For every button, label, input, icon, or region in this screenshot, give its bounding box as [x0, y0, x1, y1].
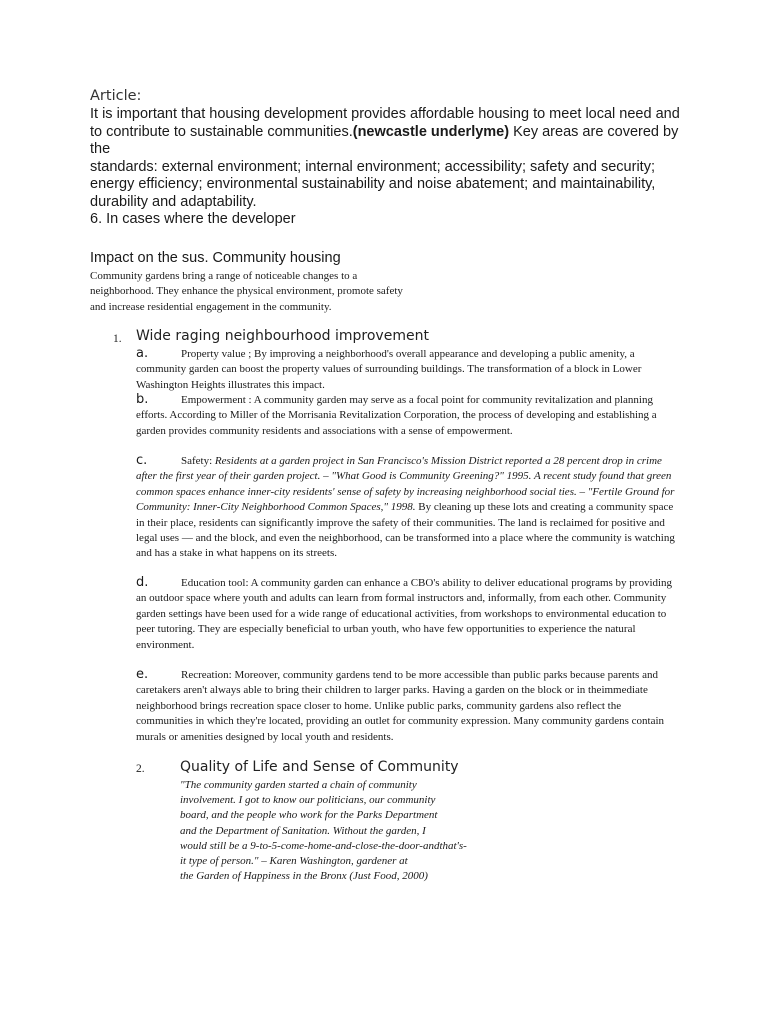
washington-quote	[180, 778, 540, 884]
item-c-lead: Safety:	[181, 455, 215, 467]
intro-para1-end: Key areas are covered by the	[90, 123, 679, 157]
intro-para1-bold: (newcastle underlyme)	[352, 123, 510, 140]
list-marker-b: b.	[136, 392, 149, 407]
item-c-text: By cleaning up these lots and creating a community space in their place, residents can significantly improve the safety of their communities. The land is reclaimed for positive and legal uses — and the block, and even the neighborhood, can be transformed into a place where the community is watching and has a stake in what happens on its streets.	[136, 501, 675, 560]
list-item-e	[136, 668, 676, 745]
list-marker-c: c.	[136, 453, 148, 468]
list-item-d	[136, 576, 676, 653]
section-2-number: 2.	[136, 763, 145, 775]
item-e-text: Recreation: Moreover, community gardens tend to be more accessible than public parks because parents and caretakers aren't always able to bring their children to larger parks. Having a garden on the block or in theimmediate neighborhood brings recreation space closer to home. Unlike public parks, community gardens also reflect the communities in which they're located, providing an outlet for community expression. Many community gardens contain murals or amenities designed by local youth and residents.	[136, 669, 665, 743]
quote-line: it type of person." – Karen Washington, gardener at	[180, 855, 408, 868]
intro-paragraph-3: 6. In cases where the developer	[90, 211, 296, 227]
list-item-b	[136, 393, 676, 439]
quote-line: would still be a 9-to-5-come-home-and-close-the-door-andthat's-	[180, 839, 467, 852]
section-1-heading: Wide raging neighbourhood improvement	[136, 328, 429, 344]
quote-line: board, and the people who work for the Parks Department	[180, 809, 438, 822]
quote-line: and the Department of Sanitation. Without the garden, I	[180, 824, 426, 837]
section-2-heading: Quality of Life and Sense of Community	[180, 759, 459, 775]
list-marker-a: a.	[136, 346, 149, 361]
item-d-text: Education tool: A community garden can enhance a CBO's ability to deliver educational programs by providing an outdoor space where youth and adults can learn from formal instructors and, informally, from each other. Community garden settings have been used for a wide range of educational activities, from workshops to environmental education to peer tutoring. They are especially beneficial to urban youth, who have few opportunities to experience the natural environment.	[136, 577, 673, 651]
intro-para1-start: It is important that housing development provides affordable housing to meet local need and to contribute to sustainable communities.	[90, 106, 680, 140]
item-c-italic: Residents at a garden project in San Francisco's Mission District reported a 28 percent drop in crime after the first year of their garden project. – "What Good is Community Greening?" 1995. A recent study found that green common spaces enhance inner-city residents' sense of safety by increasing neighborhood social ties. – "Fertile Ground for Community: Inner-City Neighborhood Common Spaces," 1998.	[136, 455, 675, 514]
item-b-text: Empowerment : A community garden may serve as a focal point for community revitalization and planning efforts. According to Miller of the Morrisania Revitalization Corporation, the process of developing and establishing a garden provides community residents and associations with a sense of empowerment.	[136, 394, 657, 437]
intro-text	[90, 106, 690, 229]
quote-line: involvement. I got to know our politicians, our community	[180, 794, 436, 807]
quote-line: "The community garden started a chain of community	[180, 779, 417, 791]
section-1-number: 1.	[113, 333, 122, 345]
impact-body: Community gardens bring a range of noticeable changes to a neighborhood. They enhance the physical environment, promote safety and increase residential engagement in the community.	[90, 270, 403, 313]
quote-line: the Garden of Happiness in the Bronx (Just Food, 2000)	[180, 870, 428, 883]
list-item-c	[136, 454, 676, 562]
list-item-a	[136, 347, 676, 393]
impact-heading: Impact on the sus. Community housing	[90, 250, 341, 266]
intro-paragraph-2: standards: external environment; internal environment; accessibility; safety and security; energy efficiency; environmental sustainability and noise abatement; and maintainability, durability and adaptability.	[90, 158, 656, 210]
intro-paragraph-1	[90, 106, 690, 159]
article-label: Article:	[90, 88, 142, 104]
item-a-text: Property value ; By improving a neighborhood's overall appearance and developing a public amenity, a community garden can boost the property values of surrounding buildings. The transformation of a block in Lower Washington Heights illustrates this impact.	[136, 348, 642, 391]
list-marker-d: d.	[136, 575, 149, 590]
list-marker-e: e.	[136, 667, 149, 682]
